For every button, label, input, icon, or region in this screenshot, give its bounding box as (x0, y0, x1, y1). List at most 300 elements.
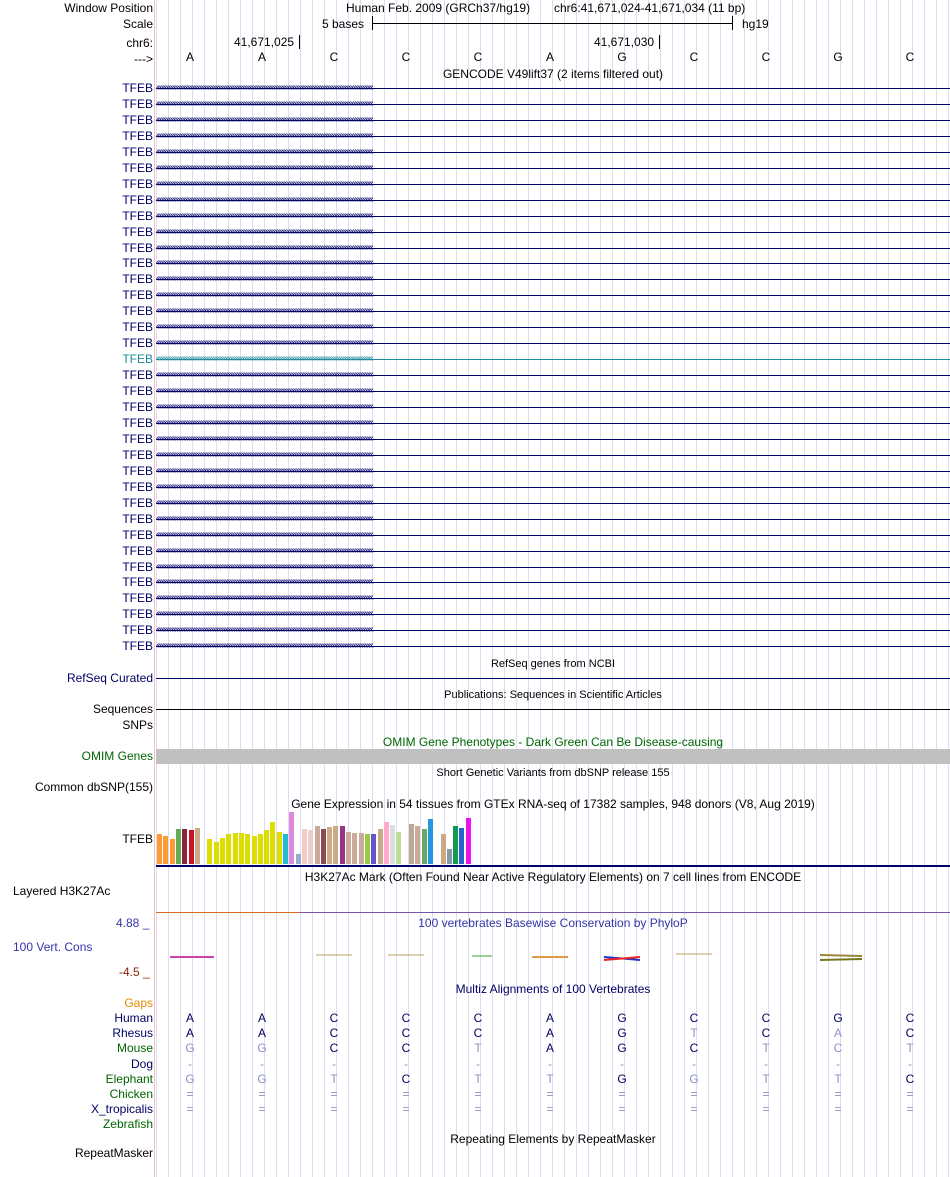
gencode-transcript[interactable]: ‹‹‹‹‹‹‹‹‹‹‹‹‹‹‹‹‹‹‹‹‹‹‹‹‹‹‹‹‹‹‹‹‹‹‹‹‹‹‹‹‹‹‹‹‹‹‹‹‹‹‹‹‹‹‹‹‹‹‹‹‹‹‹‹‹‹‹‹‹‹‹‹‹‹‹‹‹‹‹‹‹‹‹‹‹‹‹‹‹‹‹‹‹‹‹‹‹‹‹‹‹‹‹‹‹‹‹‹‹‹‹‹‹‹‹‹‹‹‹‹‹‹‹‹‹ (156, 608, 373, 620)
gencode-item-label[interactable]: TFEB (122, 128, 153, 143)
gencode-transcript[interactable]: ‹‹‹‹‹‹‹‹‹‹‹‹‹‹‹‹‹‹‹‹‹‹‹‹‹‹‹‹‹‹‹‹‹‹‹‹‹‹‹‹‹‹‹‹‹‹‹‹‹‹‹‹‹‹‹‹‹‹‹‹‹‹‹‹‹‹‹‹‹‹‹‹‹‹‹‹‹‹‹‹‹‹‹‹‹‹‹‹‹‹‹‹‹‹‹‹‹‹‹‹‹‹‹‹‹‹‹‹‹‹‹‹‹‹‹‹‹‹‹‹‹‹‹‹‹ (156, 448, 373, 460)
alignment-base: T (474, 1071, 482, 1086)
scale-bar-right-tick (732, 16, 733, 30)
gencode-transcript[interactable]: ‹‹‹‹‹‹‹‹‹‹‹‹‹‹‹‹‹‹‹‹‹‹‹‹‹‹‹‹‹‹‹‹‹‹‹‹‹‹‹‹‹‹‹‹‹‹‹‹‹‹‹‹‹‹‹‹‹‹‹‹‹‹‹‹‹‹‹‹‹‹‹‹‹‹‹‹‹‹‹‹‹‹‹‹‹‹‹‹‹‹‹‹‹‹‹‹‹‹‹‹‹‹‹‹‹‹‹‹‹‹‹‹‹‹‹‹‹‹‹‹‹‹‹‹‹ (156, 576, 373, 588)
gtex-bar-chart[interactable] (156, 812, 556, 864)
strand-label: ---> (134, 52, 153, 66)
gencode-transcript[interactable]: ‹‹‹‹‹‹‹‹‹‹‹‹‹‹‹‹‹‹‹‹‹‹‹‹‹‹‹‹‹‹‹‹‹‹‹‹‹‹‹‹‹‹‹‹‹‹‹‹‹‹‹‹‹‹‹‹‹‹‹‹‹‹‹‹‹‹‹‹‹‹‹‹‹‹‹‹‹‹‹‹‹‹‹‹‹‹‹‹‹‹‹‹‹‹‹‹‹‹‹‹‹‹‹‹‹‹‹‹‹‹‹‹‹‹‹‹‹‹‹‹‹‹‹‹‹ (156, 624, 373, 636)
grid-line (408, 0, 409, 1177)
grid-line (588, 0, 589, 1177)
gencode-intron-line (156, 216, 950, 217)
gencode-item-label[interactable]: TFEB (122, 304, 153, 319)
alignment-base: - (188, 1056, 192, 1071)
chrom-label: chr6: (126, 36, 153, 50)
alignment-base: = (762, 1102, 770, 1117)
gencode-transcript[interactable]: ‹‹‹‹‹‹‹‹‹‹‹‹‹‹‹‹‹‹‹‹‹‹‹‹‹‹‹‹‹‹‹‹‹‹‹‹‹‹‹‹‹‹‹‹‹‹‹‹‹‹‹‹‹‹‹‹‹‹‹‹‹‹‹‹‹‹‹‹‹‹‹‹‹‹‹‹‹‹‹‹‹‹‹‹‹‹‹‹‹‹‹‹‹‹‹‹‹‹‹‹‹‹‹‹‹‹‹‹‹‹‹‹‹‹‹‹‹‹‹‹‹‹‹‹‹ (156, 560, 373, 572)
coordinate-2-tick (659, 35, 660, 49)
grid-line (888, 0, 889, 1177)
alignment-base: T (762, 1071, 770, 1086)
grid-line (912, 0, 913, 1177)
base-letter: C (689, 50, 699, 64)
gencode-intron-line (156, 535, 950, 536)
gencode-transcript[interactable]: ‹‹‹‹‹‹‹‹‹‹‹‹‹‹‹‹‹‹‹‹‹‹‹‹‹‹‹‹‹‹‹‹‹‹‹‹‹‹‹‹‹‹‹‹‹‹‹‹‹‹‹‹‹‹‹‹‹‹‹‹‹‹‹‹‹‹‹‹‹‹‹‹‹‹‹‹‹‹‹‹‹‹‹‹‹‹‹‹‹‹‹‹‹‹‹‹‹‹‹‹‹‹‹‹‹‹‹‹‹‹‹‹‹‹‹‹‹‹‹‹‹‹‹‹‹ (156, 305, 373, 317)
grid-line (192, 0, 193, 1177)
gencode-item-label[interactable]: TFEB (122, 575, 153, 590)
alignment-base: C (905, 1071, 915, 1086)
base-letter: A (185, 50, 194, 64)
gencode-transcript[interactable]: ‹‹‹‹‹‹‹‹‹‹‹‹‹‹‹‹‹‹‹‹‹‹‹‹‹‹‹‹‹‹‹‹‹‹‹‹‹‹‹‹‹‹‹‹‹‹‹‹‹‹‹‹‹‹‹‹‹‹‹‹‹‹‹‹‹‹‹‹‹‹‹‹‹‹‹‹‹‹‹‹‹‹‹‹‹‹‹‹‹‹‹‹‹‹‹‹‹‹‹‹‹‹‹‹‹‹‹‹‹‹‹‹‹‹‹‹‹‹‹‹‹‹‹‹‹ (156, 353, 373, 365)
gencode-intron-line (156, 551, 950, 552)
gencode-transcript[interactable]: ‹‹‹‹‹‹‹‹‹‹‹‹‹‹‹‹‹‹‹‹‹‹‹‹‹‹‹‹‹‹‹‹‹‹‹‹‹‹‹‹‹‹‹‹‹‹‹‹‹‹‹‹‹‹‹‹‹‹‹‹‹‹‹‹‹‹‹‹‹‹‹‹‹‹‹‹‹‹‹‹‹‹‹‹‹‹‹‹‹‹‹‹‹‹‹‹‹‹‹‹‹‹‹‹‹‹‹‹‹‹‹‹‹‹‹‹‹‹‹‹‹‹‹‹‹ (156, 273, 373, 285)
alignment-base: - (260, 1056, 264, 1071)
alignment-base: A (185, 1026, 194, 1041)
gencode-transcript[interactable]: ‹‹‹‹‹‹‹‹‹‹‹‹‹‹‹‹‹‹‹‹‹‹‹‹‹‹‹‹‹‹‹‹‹‹‹‹‹‹‹‹‹‹‹‹‹‹‹‹‹‹‹‹‹‹‹‹‹‹‹‹‹‹‹‹‹‹‹‹‹‹‹‹‹‹‹‹‹‹‹‹‹‹‹‹‹‹‹‹‹‹‹‹‹‹‹‹‹‹‹‹‹‹‹‹‹‹‹‹‹‹‹‹‹‹‹‹‹‹‹‹‹‹‹‹‹ (156, 401, 373, 412)
gencode-transcript[interactable]: ‹‹‹‹‹‹‹‹‹‹‹‹‹‹‹‹‹‹‹‹‹‹‹‹‹‹‹‹‹‹‹‹‹‹‹‹‹‹‹‹‹‹‹‹‹‹‹‹‹‹‹‹‹‹‹‹‹‹‹‹‹‹‹‹‹‹‹‹‹‹‹‹‹‹‹‹‹‹‹‹‹‹‹‹‹‹‹‹‹‹‹‹‹‹‹‹‹‹‹‹‹‹‹‹‹‹‹‹‹‹‹‹‹‹‹‹‹‹‹‹‹‹‹‹‹ (156, 432, 373, 444)
gencode-transcript[interactable]: ‹‹‹‹‹‹‹‹‹‹‹‹‹‹‹‹‹‹‹‹‹‹‹‹‹‹‹‹‹‹‹‹‹‹‹‹‹‹‹‹‹‹‹‹‹‹‹‹‹‹‹‹‹‹‹‹‹‹‹‹‹‹‹‹‹‹‹‹‹‹‹‹‹‹‹‹‹‹‹‹‹‹‹‹‹‹‹‹‹‹‹‹‹‹‹‹‹‹‹‹‹‹‹‹‹‹‹‹‹‹‹‹‹‹‹‹‹‹‹‹‹‹‹‹‹ (156, 385, 373, 397)
alignment-base: T (762, 1041, 770, 1056)
alignment-base: C (473, 1011, 483, 1025)
alignment-base: T (546, 1071, 554, 1086)
gtex-tissue-bar[interactable] (283, 834, 288, 864)
gencode-transcript[interactable]: ‹‹‹‹‹‹‹‹‹‹‹‹‹‹‹‹‹‹‹‹‹‹‹‹‹‹‹‹‹‹‹‹‹‹‹‹‹‹‹‹‹‹‹‹‹‹‹‹‹‹‹‹‹‹‹‹‹‹‹‹‹‹‹‹‹‹‹‹‹‹‹‹‹‹‹‹‹‹‹‹‹‹‹‹‹‹‹‹‹‹‹‹‹‹‹‹‹‹‹‹‹‹‹‹‹‹‹‹‹‹‹‹‹‹‹‹‹‹‹‹‹‹‹‹‹ (156, 82, 373, 93)
grid-line (876, 0, 877, 1177)
gtex-tissue-bar[interactable] (359, 833, 364, 864)
gencode-item-label[interactable]: TFEB (122, 320, 153, 335)
gencode-item-label[interactable]: TFEB (122, 96, 153, 111)
gtex-label[interactable]: TFEB (122, 832, 153, 846)
gtex-tissue-bar[interactable] (176, 829, 181, 864)
gencode-transcript[interactable]: ‹‹‹‹‹‹‹‹‹‹‹‹‹‹‹‹‹‹‹‹‹‹‹‹‹‹‹‹‹‹‹‹‹‹‹‹‹‹‹‹‹‹‹‹‹‹‹‹‹‹‹‹‹‹‹‹‹‹‹‹‹‹‹‹‹‹‹‹‹‹‹‹‹‹‹‹‹‹‹‹‹‹‹‹‹‹‹‹‹‹‹‹‹‹‹‹‹‹‹‹‹‹‹‹‹‹‹‹‹‹‹‹‹‹‹‹‹‹‹‹‹‹‹‹‹ (156, 640, 373, 652)
grid-line (336, 0, 337, 1177)
alignment-base: - (404, 1056, 408, 1071)
grid-line (732, 0, 733, 1177)
grid-line (852, 0, 853, 1177)
grid-line (204, 0, 205, 1177)
gencode-item-label[interactable]: TFEB (122, 112, 153, 127)
gtex-tissue-bar[interactable] (195, 828, 200, 864)
gtex-tissue-bar[interactable] (226, 834, 231, 864)
grid-line (480, 0, 481, 1177)
grid-line (348, 0, 349, 1177)
alignment-base: G (617, 1071, 627, 1086)
gtex-tissue-bar[interactable] (422, 829, 427, 864)
publications-title: Publications: Sequences in Scientific Articles (444, 689, 662, 701)
base-letter: C (905, 50, 915, 64)
alignment-base: T (690, 1026, 698, 1041)
grid-line (660, 0, 661, 1177)
gencode-item-label[interactable]: TFEB (122, 431, 153, 446)
gaps-label[interactable]: Gaps (124, 996, 153, 1010)
gencode-transcript[interactable]: ‹‹‹‹‹‹‹‹‹‹‹‹‹‹‹‹‹‹‹‹‹‹‹‹‹‹‹‹‹‹‹‹‹‹‹‹‹‹‹‹‹‹‹‹‹‹‹‹‹‹‹‹‹‹‹‹‹‹‹‹‹‹‹‹‹‹‹‹‹‹‹‹‹‹‹‹‹‹‹‹‹‹‹‹‹‹‹‹‹‹‹‹‹‹‹‹‹‹‹‹‹‹‹‹‹‹‹‹‹‹‹‹‹‹‹‹‹‹‹‹‹‹‹‹‹ (156, 209, 373, 221)
gencode-item-label[interactable]: TFEB (122, 240, 153, 255)
sequences-label[interactable]: Sequences (92, 702, 153, 716)
omim-title: OMIM Gene Phenotypes - Dark Green Can Be Disease-causing (382, 735, 724, 749)
alignment-base: T (330, 1071, 338, 1086)
alignment-base: C (329, 1011, 339, 1025)
gtex-tissue-bar[interactable] (214, 842, 219, 864)
gencode-item-label[interactable]: TFEB (122, 144, 153, 159)
grid-line (696, 0, 697, 1177)
gencode-intron-line (156, 104, 950, 105)
alignment-base: = (762, 1087, 770, 1101)
gencode-item-label[interactable]: TFEB (122, 543, 153, 558)
alignment-base: = (186, 1102, 194, 1117)
gtex-tissue-bar[interactable] (352, 833, 357, 864)
species-label[interactable]: Human (114, 1011, 153, 1025)
gencode-item-label[interactable]: TFEB (122, 192, 153, 207)
grid-line (420, 0, 421, 1177)
grid-line (156, 0, 157, 1177)
gencode-transcript[interactable]: ‹‹‹‹‹‹‹‹‹‹‹‹‹‹‹‹‹‹‹‹‹‹‹‹‹‹‹‹‹‹‹‹‹‹‹‹‹‹‹‹‹‹‹‹‹‹‹‹‹‹‹‹‹‹‹‹‹‹‹‹‹‹‹‹‹‹‹‹‹‹‹‹‹‹‹‹‹‹‹‹‹‹‹‹‹‹‹‹‹‹‹‹‹‹‹‹‹‹‹‹‹‹‹‹‹‹‹‹‹‹‹‹‹‹‹‹‹‹‹‹‹‹‹‹‹ (156, 480, 373, 492)
gencode-item-label[interactable]: TFEB (122, 511, 153, 526)
gencode-item-label[interactable]: TFEB (122, 352, 153, 367)
gtex-tissue-bar[interactable] (163, 836, 168, 864)
gtex-tissue-bar[interactable] (466, 818, 471, 864)
gencode-item-label[interactable]: TFEB (122, 288, 153, 303)
grid-line (288, 0, 289, 1177)
alignment-base: = (402, 1102, 410, 1117)
scale-text: 5 bases (322, 17, 365, 31)
dbsnp-title: Short Genetic Variants from dbSNP release 155 (436, 767, 670, 779)
grid-line (168, 0, 169, 1177)
gtex-tissue-bar[interactable] (270, 822, 275, 864)
gtex-tissue-bar[interactable] (384, 822, 389, 864)
grid-line (924, 0, 925, 1177)
grid-line (372, 0, 373, 1177)
gencode-item-label[interactable]: TFEB (122, 607, 153, 622)
alignment-base: A (545, 1026, 554, 1041)
region-position[interactable]: chr6:41,671,024-41,671,034 (11 bp) (554, 1, 746, 15)
base-letter: C (401, 50, 411, 64)
gtex-title: Gene Expression in 54 tissues from GTEx RNA-seq of 17382 samples, 948 donors (V8, Aug 2019) (291, 797, 815, 811)
omim-bar[interactable] (156, 749, 950, 764)
gencode-intron-line (156, 582, 950, 583)
gencode-item-label[interactable]: TFEB (122, 527, 153, 542)
scale-label: Scale (122, 17, 153, 31)
gtex-tissue-bar[interactable] (220, 838, 225, 864)
dbsnp-label[interactable]: Common dbSNP(155) (34, 780, 153, 794)
gencode-item-label[interactable]: TFEB (122, 208, 153, 223)
gtex-tissue-bar[interactable] (239, 833, 244, 864)
gencode-item-label[interactable]: TFEB (122, 447, 153, 462)
gencode-item-label[interactable]: TFEB (122, 400, 153, 414)
gtex-tissue-bar[interactable] (233, 833, 238, 864)
label-separator (154, 0, 155, 1177)
grid-line (516, 0, 517, 1177)
grid-line (816, 0, 817, 1177)
gencode-transcript[interactable]: ‹‹‹‹‹‹‹‹‹‹‹‹‹‹‹‹‹‹‹‹‹‹‹‹‹‹‹‹‹‹‹‹‹‹‹‹‹‹‹‹‹‹‹‹‹‹‹‹‹‹‹‹‹‹‹‹‹‹‹‹‹‹‹‹‹‹‹‹‹‹‹‹‹‹‹‹‹‹‹‹‹‹‹‹‹‹‹‹‹‹‹‹‹‹‹‹‹‹‹‹‹‹‹‹‹‹‹‹‹‹‹‹‹‹‹‹‹‹‹‹‹‹‹‹‹ (156, 544, 373, 556)
alignment-base: G (617, 1026, 627, 1041)
gencode-intron-line (156, 311, 950, 312)
gtex-tissue-bar[interactable] (459, 828, 464, 864)
alignment-base: G (257, 1071, 267, 1086)
grid-line (792, 0, 793, 1177)
alignment-base: T (834, 1071, 842, 1086)
grid-line (624, 0, 625, 1177)
grid-line (252, 0, 253, 1177)
coordinate-1: 41,671,025 (234, 35, 295, 49)
gencode-transcript[interactable]: ‹‹‹‹‹‹‹‹‹‹‹‹‹‹‹‹‹‹‹‹‹‹‹‹‹‹‹‹‹‹‹‹‹‹‹‹‹‹‹‹‹‹‹‹‹‹‹‹‹‹‹‹‹‹‹‹‹‹‹‹‹‹‹‹‹‹‹‹‹‹‹‹‹‹‹‹‹‹‹‹‹‹‹‹‹‹‹‹‹‹‹‹‹‹‹‹‹‹‹‹‹‹‹‹‹‹‹‹‹‹‹‹‹‹‹‹‹‹‹‹‹‹‹‹‹ (156, 113, 373, 125)
species-label[interactable]: X_tropicalis (90, 1102, 153, 1117)
alignment-base: C (401, 1071, 411, 1086)
refseq-label[interactable]: RefSeq Curated (66, 671, 153, 685)
grid-line (276, 0, 277, 1177)
omim-label[interactable]: OMIM Genes (81, 749, 153, 763)
gencode-transcript[interactable]: ‹‹‹‹‹‹‹‹‹‹‹‹‹‹‹‹‹‹‹‹‹‹‹‹‹‹‹‹‹‹‹‹‹‹‹‹‹‹‹‹‹‹‹‹‹‹‹‹‹‹‹‹‹‹‹‹‹‹‹‹‹‹‹‹‹‹‹‹‹‹‹‹‹‹‹‹‹‹‹‹‹‹‹‹‹‹‹‹‹‹‹‹‹‹‹‹‹‹‹‹‹‹‹‹‹‹‹‹‹‹‹‹‹‹‹‹‹‹‹‹‹‹‹‹‹ (156, 225, 373, 237)
h3k27ac-label[interactable]: Layered H3K27Ac (13, 884, 111, 898)
gencode-item-label[interactable]: TFEB (122, 495, 153, 510)
h3k27ac-signal-purple (300, 912, 950, 913)
gtex-tissue-bar[interactable] (289, 812, 294, 864)
species-label[interactable]: Chicken (109, 1087, 153, 1101)
alignment-base: T (474, 1041, 482, 1056)
grid-line (228, 0, 229, 1177)
gencode-item-label[interactable]: TFEB (122, 336, 153, 351)
phylop-label[interactable]: 100 Vert. Cons (13, 940, 93, 954)
gtex-tissue-bar[interactable] (245, 834, 250, 864)
gencode-item-label[interactable]: TFEB (122, 368, 153, 383)
alignment-base: C (329, 1041, 339, 1056)
species-label[interactable]: Zebrafish (102, 1117, 153, 1132)
gencode-transcript[interactable]: ‹‹‹‹‹‹‹‹‹‹‹‹‹‹‹‹‹‹‹‹‹‹‹‹‹‹‹‹‹‹‹‹‹‹‹‹‹‹‹‹‹‹‹‹‹‹‹‹‹‹‹‹‹‹‹‹‹‹‹‹‹‹‹‹‹‹‹‹‹‹‹‹‹‹‹‹‹‹‹‹‹‹‹‹‹‹‹‹‹‹‹‹‹‹‹‹‹‹‹‹‹‹‹‹‹‹‹‹‹‹‹‹‹‹‹‹‹‹‹‹‹‹‹‹‹ (156, 145, 373, 157)
gtex-tissue-bar[interactable] (264, 830, 269, 864)
alignment-base: = (474, 1087, 482, 1101)
gencode-intron-line (156, 184, 950, 185)
grid-line (492, 0, 493, 1177)
alignment-base: = (834, 1087, 842, 1101)
gtex-tissue-bar[interactable] (258, 834, 263, 864)
alignment-base: A (257, 1011, 266, 1025)
species-label[interactable]: Elephant (105, 1071, 153, 1086)
gencode-intron-line (156, 614, 950, 615)
grid-line (720, 0, 721, 1177)
gtex-tissue-bar[interactable] (252, 836, 257, 864)
alignment-base: C (905, 1026, 915, 1041)
gtex-tissue-bar[interactable] (346, 832, 351, 864)
grid-line (312, 0, 313, 1177)
species-label[interactable]: Rhesus (112, 1026, 153, 1041)
gtex-tissue-bar[interactable] (189, 830, 194, 864)
publications-line[interactable] (156, 709, 950, 710)
alignment-base: C (401, 1041, 411, 1056)
alignment-base: C (689, 1011, 699, 1025)
gtex-tissue-bar[interactable] (371, 834, 376, 864)
gtex-tissue-bar[interactable] (378, 829, 383, 864)
gencode-intron-line (156, 279, 950, 280)
gencode-intron-line (156, 152, 950, 153)
alignment-base: = (906, 1087, 914, 1101)
gencode-transcript[interactable]: ‹‹‹‹‹‹‹‹‹‹‹‹‹‹‹‹‹‹‹‹‹‹‹‹‹‹‹‹‹‹‹‹‹‹‹‹‹‹‹‹‹‹‹‹‹‹‹‹‹‹‹‹‹‹‹‹‹‹‹‹‹‹‹‹‹‹‹‹‹‹‹‹‹‹‹‹‹‹‹‹‹‹‹‹‹‹‹‹‹‹‹‹‹‹‹‹‹‹‹‹‹‹‹‹‹‹‹‹‹‹‹‹‹‹‹‹‹‹‹‹‹‹‹‹‹ (156, 193, 373, 205)
gencode-intron-line (156, 136, 950, 137)
alignment-base: C (905, 1011, 915, 1025)
alignment-base: = (618, 1087, 626, 1101)
gencode-item-label[interactable]: TFEB (122, 256, 153, 271)
gencode-intron-line (156, 455, 950, 456)
species-label[interactable]: Mouse (116, 1041, 153, 1056)
base-letter: A (545, 50, 554, 64)
base-letter: C (761, 50, 771, 64)
gencode-item-label[interactable]: TFEB (122, 81, 153, 95)
alignment-base: C (401, 1011, 411, 1025)
alignment-base: G (689, 1071, 699, 1086)
alignment-base: G (185, 1071, 195, 1086)
gtex-tissue-bar[interactable] (302, 829, 307, 864)
grid-line (360, 0, 361, 1177)
gtex-baseline (156, 865, 950, 867)
gtex-tissue-bar[interactable] (157, 834, 162, 864)
gencode-item-label[interactable]: TFEB (122, 463, 153, 478)
gencode-intron-line (156, 120, 950, 121)
grid-line (648, 0, 649, 1177)
gtex-tissue-bar[interactable] (453, 826, 458, 864)
grid-line (576, 0, 577, 1177)
gencode-intron-line (156, 471, 950, 472)
gencode-transcript[interactable]: ‹‹‹‹‹‹‹‹‹‹‹‹‹‹‹‹‹‹‹‹‹‹‹‹‹‹‹‹‹‹‹‹‹‹‹‹‹‹‹‹‹‹‹‹‹‹‹‹‹‹‹‹‹‹‹‹‹‹‹‹‹‹‹‹‹‹‹‹‹‹‹‹‹‹‹‹‹‹‹‹‹‹‹‹‹‹‹‹‹‹‹‹‹‹‹‹‹‹‹‹‹‹‹‹‹‹‹‹‹‹‹‹‹‹‹‹‹‹‹‹‹‹‹‹‹ (156, 528, 373, 540)
gencode-item-label[interactable]: TFEB (122, 559, 153, 574)
alignment-base: - (836, 1056, 840, 1071)
gencode-transcript[interactable]: ‹‹‹‹‹‹‹‹‹‹‹‹‹‹‹‹‹‹‹‹‹‹‹‹‹‹‹‹‹‹‹‹‹‹‹‹‹‹‹‹‹‹‹‹‹‹‹‹‹‹‹‹‹‹‹‹‹‹‹‹‹‹‹‹‹‹‹‹‹‹‹‹‹‹‹‹‹‹‹‹‹‹‹‹‹‹‹‹‹‹‹‹‹‹‹‹‹‹‹‹‹‹‹‹‹‹‹‹‹‹‹‹‹‹‹‹‹‹‹‹‹‹‹‹‹ (156, 161, 373, 173)
gencode-title: GENCODE V49lift37 (2 items filtered out) (442, 67, 664, 81)
gtex-tissue-bar[interactable] (333, 826, 338, 864)
repeatmasker-label[interactable]: RepeatMasker (74, 1146, 153, 1160)
alignment-base: = (618, 1102, 626, 1117)
gtex-tissue-bar[interactable] (441, 834, 446, 864)
gencode-item-label[interactable]: TFEB (122, 272, 153, 287)
gencode-transcript[interactable]: ‹‹‹‹‹‹‹‹‹‹‹‹‹‹‹‹‹‹‹‹‹‹‹‹‹‹‹‹‹‹‹‹‹‹‹‹‹‹‹‹‹‹‹‹‹‹‹‹‹‹‹‹‹‹‹‹‹‹‹‹‹‹‹‹‹‹‹‹‹‹‹‹‹‹‹‹‹‹‹‹‹‹‹‹‹‹‹‹‹‹‹‹‹‹‹‹‹‹‹‹‹‹‹‹‹‹‹‹‹‹‹‹‹‹‹‹‹‹‹‹‹‹‹‹‹ (156, 496, 373, 508)
grid-line (828, 0, 829, 1177)
gtex-tissue-bar[interactable] (428, 819, 433, 864)
alignment-base: = (330, 1087, 338, 1101)
phylop-title: 100 vertebrates Basewise Conservation by PhyloP (418, 916, 688, 930)
gencode-intron-line (156, 519, 950, 520)
refseq-gene-line[interactable] (156, 678, 950, 679)
gencode-transcript[interactable]: ‹‹‹‹‹‹‹‹‹‹‹‹‹‹‹‹‹‹‹‹‹‹‹‹‹‹‹‹‹‹‹‹‹‹‹‹‹‹‹‹‹‹‹‹‹‹‹‹‹‹‹‹‹‹‹‹‹‹‹‹‹‹‹‹‹‹‹‹‹‹‹‹‹‹‹‹‹‹‹‹‹‹‹‹‹‹‹‹‹‹‹‹‹‹‹‹‹‹‹‹‹‹‹‹‹‹‹‹‹‹‹‹‹‹‹‹‹‹‹‹‹‹‹‹‹ (156, 97, 373, 109)
gtex-tissue-bar[interactable] (447, 849, 452, 864)
gtex-tissue-bar[interactable] (396, 832, 401, 864)
alignment-base: - (332, 1056, 336, 1071)
gtex-tissue-bar[interactable] (415, 826, 420, 864)
alignment-base: C (833, 1041, 843, 1056)
gtex-tissue-bar[interactable] (277, 832, 282, 864)
gencode-item-label[interactable]: TFEB (122, 384, 153, 399)
gencode-transcript[interactable]: ‹‹‹‹‹‹‹‹‹‹‹‹‹‹‹‹‹‹‹‹‹‹‹‹‹‹‹‹‹‹‹‹‹‹‹‹‹‹‹‹‹‹‹‹‹‹‹‹‹‹‹‹‹‹‹‹‹‹‹‹‹‹‹‹‹‹‹‹‹‹‹‹‹‹‹‹‹‹‹‹‹‹‹‹‹‹‹‹‹‹‹‹‹‹‹‹‹‹‹‹‹‹‹‹‹‹‹‹‹‹‹‹‹‹‹‹‹‹‹‹‹‹‹‹‹ (156, 416, 373, 428)
refseq-title: RefSeq genes from NCBI (490, 658, 616, 670)
grid-line (528, 0, 529, 1177)
gencode-item-label[interactable]: TFEB (122, 224, 153, 239)
gencode-transcript[interactable]: ‹‹‹‹‹‹‹‹‹‹‹‹‹‹‹‹‹‹‹‹‹‹‹‹‹‹‹‹‹‹‹‹‹‹‹‹‹‹‹‹‹‹‹‹‹‹‹‹‹‹‹‹‹‹‹‹‹‹‹‹‹‹‹‹‹‹‹‹‹‹‹‹‹‹‹‹‹‹‹‹‹‹‹‹‹‹‹‹‹‹‹‹‹‹‹‹‹‹‹‹‹‹‹‹‹‹‹‹‹‹‹‹‹‹‹‹‹‹‹‹‹‹‹‹‹ (156, 592, 373, 604)
alignment-base: C (761, 1026, 771, 1041)
gtex-tissue-bar[interactable] (409, 824, 414, 864)
gencode-intron-line (156, 407, 950, 408)
gencode-transcript[interactable]: ‹‹‹‹‹‹‹‹‹‹‹‹‹‹‹‹‹‹‹‹‹‹‹‹‹‹‹‹‹‹‹‹‹‹‹‹‹‹‹‹‹‹‹‹‹‹‹‹‹‹‹‹‹‹‹‹‹‹‹‹‹‹‹‹‹‹‹‹‹‹‹‹‹‹‹‹‹‹‹‹‹‹‹‹‹‹‹‹‹‹‹‹‹‹‹‹‹‹‹‹‹‹‹‹‹‹‹‹‹‹‹‹‹‹‹‹‹‹‹‹‹‹‹‹‹ (156, 177, 373, 189)
gencode-item-label[interactable]: TFEB (122, 639, 153, 654)
alignment-base: A (545, 1041, 554, 1056)
grid-line (612, 0, 613, 1177)
gencode-intron-line (156, 439, 950, 440)
alignment-base: - (764, 1056, 768, 1071)
gtex-tissue-bar[interactable] (340, 826, 345, 864)
gencode-intron-line (156, 88, 950, 89)
grid-line (864, 0, 865, 1177)
gencode-item-label[interactable]: TFEB (122, 591, 153, 606)
base-letter: C (473, 50, 483, 64)
alignment-base: C (689, 1041, 699, 1056)
multiz-title: Multiz Alignments of 100 Vertebrates (455, 982, 651, 996)
phylop-signal[interactable] (156, 948, 950, 968)
grid-line (636, 0, 637, 1177)
gencode-intron-line (156, 375, 950, 376)
gtex-tissue-bar[interactable] (207, 839, 212, 864)
grid-line (468, 0, 469, 1177)
gencode-intron-line (156, 567, 950, 568)
gencode-intron-line (156, 598, 950, 599)
gtex-tissue-bar[interactable] (365, 834, 370, 864)
gencode-intron-line (156, 391, 950, 392)
gencode-item-label[interactable]: TFEB (122, 176, 153, 191)
species-label[interactable]: Dog (130, 1056, 153, 1071)
gencode-transcript[interactable]: ‹‹‹‹‹‹‹‹‹‹‹‹‹‹‹‹‹‹‹‹‹‹‹‹‹‹‹‹‹‹‹‹‹‹‹‹‹‹‹‹‹‹‹‹‹‹‹‹‹‹‹‹‹‹‹‹‹‹‹‹‹‹‹‹‹‹‹‹‹‹‹‹‹‹‹‹‹‹‹‹‹‹‹‹‹‹‹‹‹‹‹‹‹‹‹‹‹‹‹‹‹‹‹‹‹‹‹‹‹‹‹‹‹‹‹‹‹‹‹‹‹‹‹‹‹ (156, 464, 373, 476)
gencode-transcript[interactable]: ‹‹‹‹‹‹‹‹‹‹‹‹‹‹‹‹‹‹‹‹‹‹‹‹‹‹‹‹‹‹‹‹‹‹‹‹‹‹‹‹‹‹‹‹‹‹‹‹‹‹‹‹‹‹‹‹‹‹‹‹‹‹‹‹‹‹‹‹‹‹‹‹‹‹‹‹‹‹‹‹‹‹‹‹‹‹‹‹‹‹‹‹‹‹‹‹‹‹‹‹‹‹‹‹‹‹‹‹‹‹‹‹‹‹‹‹‹‹‹‹‹‹‹‹‹ (156, 512, 373, 524)
alignment-base: - (908, 1056, 912, 1071)
grid-line (552, 0, 553, 1177)
alignment-base: A (545, 1011, 554, 1025)
grid-line (240, 0, 241, 1177)
grid-line (384, 0, 385, 1177)
gencode-intron-line (156, 232, 950, 233)
alignment-base: G (617, 1011, 627, 1025)
base-letter: A (257, 50, 266, 64)
snps-label[interactable]: SNPs (122, 718, 153, 732)
gencode-intron-line (156, 646, 950, 647)
alignment-base: = (690, 1087, 698, 1101)
grid-line (432, 0, 433, 1177)
alignment-base: G (257, 1041, 267, 1056)
gtex-tissue-bar[interactable] (308, 830, 313, 864)
grid-line (708, 0, 709, 1177)
alignment-base: - (620, 1056, 624, 1071)
gtex-tissue-bar[interactable] (315, 826, 320, 864)
alignment-base: = (402, 1087, 410, 1101)
gtex-tissue-bar[interactable] (170, 839, 175, 864)
gtex-tissue-bar[interactable] (296, 854, 301, 864)
gencode-transcript[interactable]: ‹‹‹‹‹‹‹‹‹‹‹‹‹‹‹‹‹‹‹‹‹‹‹‹‹‹‹‹‹‹‹‹‹‹‹‹‹‹‹‹‹‹‹‹‹‹‹‹‹‹‹‹‹‹‹‹‹‹‹‹‹‹‹‹‹‹‹‹‹‹‹‹‹‹‹‹‹‹‹‹‹‹‹‹‹‹‹‹‹‹‹‹‹‹‹‹‹‹‹‹‹‹‹‹‹‹‹‹‹‹‹‹‹‹‹‹‹‹‹‹‹‹‹‹‹ (156, 321, 373, 333)
gencode-transcript[interactable]: ‹‹‹‹‹‹‹‹‹‹‹‹‹‹‹‹‹‹‹‹‹‹‹‹‹‹‹‹‹‹‹‹‹‹‹‹‹‹‹‹‹‹‹‹‹‹‹‹‹‹‹‹‹‹‹‹‹‹‹‹‹‹‹‹‹‹‹‹‹‹‹‹‹‹‹‹‹‹‹‹‹‹‹‹‹‹‹‹‹‹‹‹‹‹‹‹‹‹‹‹‹‹‹‹‹‹‹‹‹‹‹‹‹‹‹‹‹‹‹‹‹‹‹‹‹ (156, 129, 373, 141)
grid-line (396, 0, 397, 1177)
gencode-transcript[interactable]: ‹‹‹‹‹‹‹‹‹‹‹‹‹‹‹‹‹‹‹‹‹‹‹‹‹‹‹‹‹‹‹‹‹‹‹‹‹‹‹‹‹‹‹‹‹‹‹‹‹‹‹‹‹‹‹‹‹‹‹‹‹‹‹‹‹‹‹‹‹‹‹‹‹‹‹‹‹‹‹‹‹‹‹‹‹‹‹‹‹‹‹‹‹‹‹‹‹‹‹‹‹‹‹‹‹‹‹‹‹‹‹‹‹‹‹‹‹‹‹‹‹‹‹‹‹ (156, 257, 373, 269)
gtex-tissue-bar[interactable] (390, 825, 395, 864)
alignment-base: = (258, 1102, 266, 1117)
grid-line (264, 0, 265, 1177)
gencode-transcript[interactable]: ‹‹‹‹‹‹‹‹‹‹‹‹‹‹‹‹‹‹‹‹‹‹‹‹‹‹‹‹‹‹‹‹‹‹‹‹‹‹‹‹‹‹‹‹‹‹‹‹‹‹‹‹‹‹‹‹‹‹‹‹‹‹‹‹‹‹‹‹‹‹‹‹‹‹‹‹‹‹‹‹‹‹‹‹‹‹‹‹‹‹‹‹‹‹‹‹‹‹‹‹‹‹‹‹‹‹‹‹‹‹‹‹‹‹‹‹‹‹‹‹‹‹‹‹‹ (156, 289, 373, 301)
grid-line (600, 0, 601, 1177)
gencode-intron-line (156, 359, 950, 360)
gtex-tissue-bar[interactable] (182, 829, 187, 864)
gencode-item-label[interactable]: TFEB (122, 623, 153, 638)
alignment-base: A (257, 1026, 266, 1041)
alignment-base: = (474, 1102, 482, 1117)
gencode-transcript[interactable]: ‹‹‹‹‹‹‹‹‹‹‹‹‹‹‹‹‹‹‹‹‹‹‹‹‹‹‹‹‹‹‹‹‹‹‹‹‹‹‹‹‹‹‹‹‹‹‹‹‹‹‹‹‹‹‹‹‹‹‹‹‹‹‹‹‹‹‹‹‹‹‹‹‹‹‹‹‹‹‹‹‹‹‹‹‹‹‹‹‹‹‹‹‹‹‹‹‹‹‹‹‹‹‹‹‹‹‹‹‹‹‹‹‹‹‹‹‹‹‹‹‹‹‹‹‹ (156, 369, 373, 381)
gencode-item-label[interactable]: TFEB (122, 415, 153, 430)
gencode-transcript[interactable]: ‹‹‹‹‹‹‹‹‹‹‹‹‹‹‹‹‹‹‹‹‹‹‹‹‹‹‹‹‹‹‹‹‹‹‹‹‹‹‹‹‹‹‹‹‹‹‹‹‹‹‹‹‹‹‹‹‹‹‹‹‹‹‹‹‹‹‹‹‹‹‹‹‹‹‹‹‹‹‹‹‹‹‹‹‹‹‹‹‹‹‹‹‹‹‹‹‹‹‹‹‹‹‹‹‹‹‹‹‹‹‹‹‹‹‹‹‹‹‹‹‹‹‹‹‹ (156, 241, 373, 253)
gencode-item-label[interactable]: TFEB (122, 160, 153, 175)
phylop-ymin: -4.5 _ (119, 965, 150, 979)
gencode-transcript[interactable]: ‹‹‹‹‹‹‹‹‹‹‹‹‹‹‹‹‹‹‹‹‹‹‹‹‹‹‹‹‹‹‹‹‹‹‹‹‹‹‹‹‹‹‹‹‹‹‹‹‹‹‹‹‹‹‹‹‹‹‹‹‹‹‹‹‹‹‹‹‹‹‹‹‹‹‹‹‹‹‹‹‹‹‹‹‹‹‹‹‹‹‹‹‹‹‹‹‹‹‹‹‹‹‹‹‹‹‹‹‹‹‹‹‹‹‹‹‹‹‹‹‹‹‹‹‹ (156, 337, 373, 349)
grid-line (684, 0, 685, 1177)
gtex-tissue-bar[interactable] (327, 827, 332, 864)
grid-line (900, 0, 901, 1177)
gencode-item-label[interactable]: TFEB (122, 479, 153, 494)
gtex-tissue-bar[interactable] (321, 829, 326, 864)
